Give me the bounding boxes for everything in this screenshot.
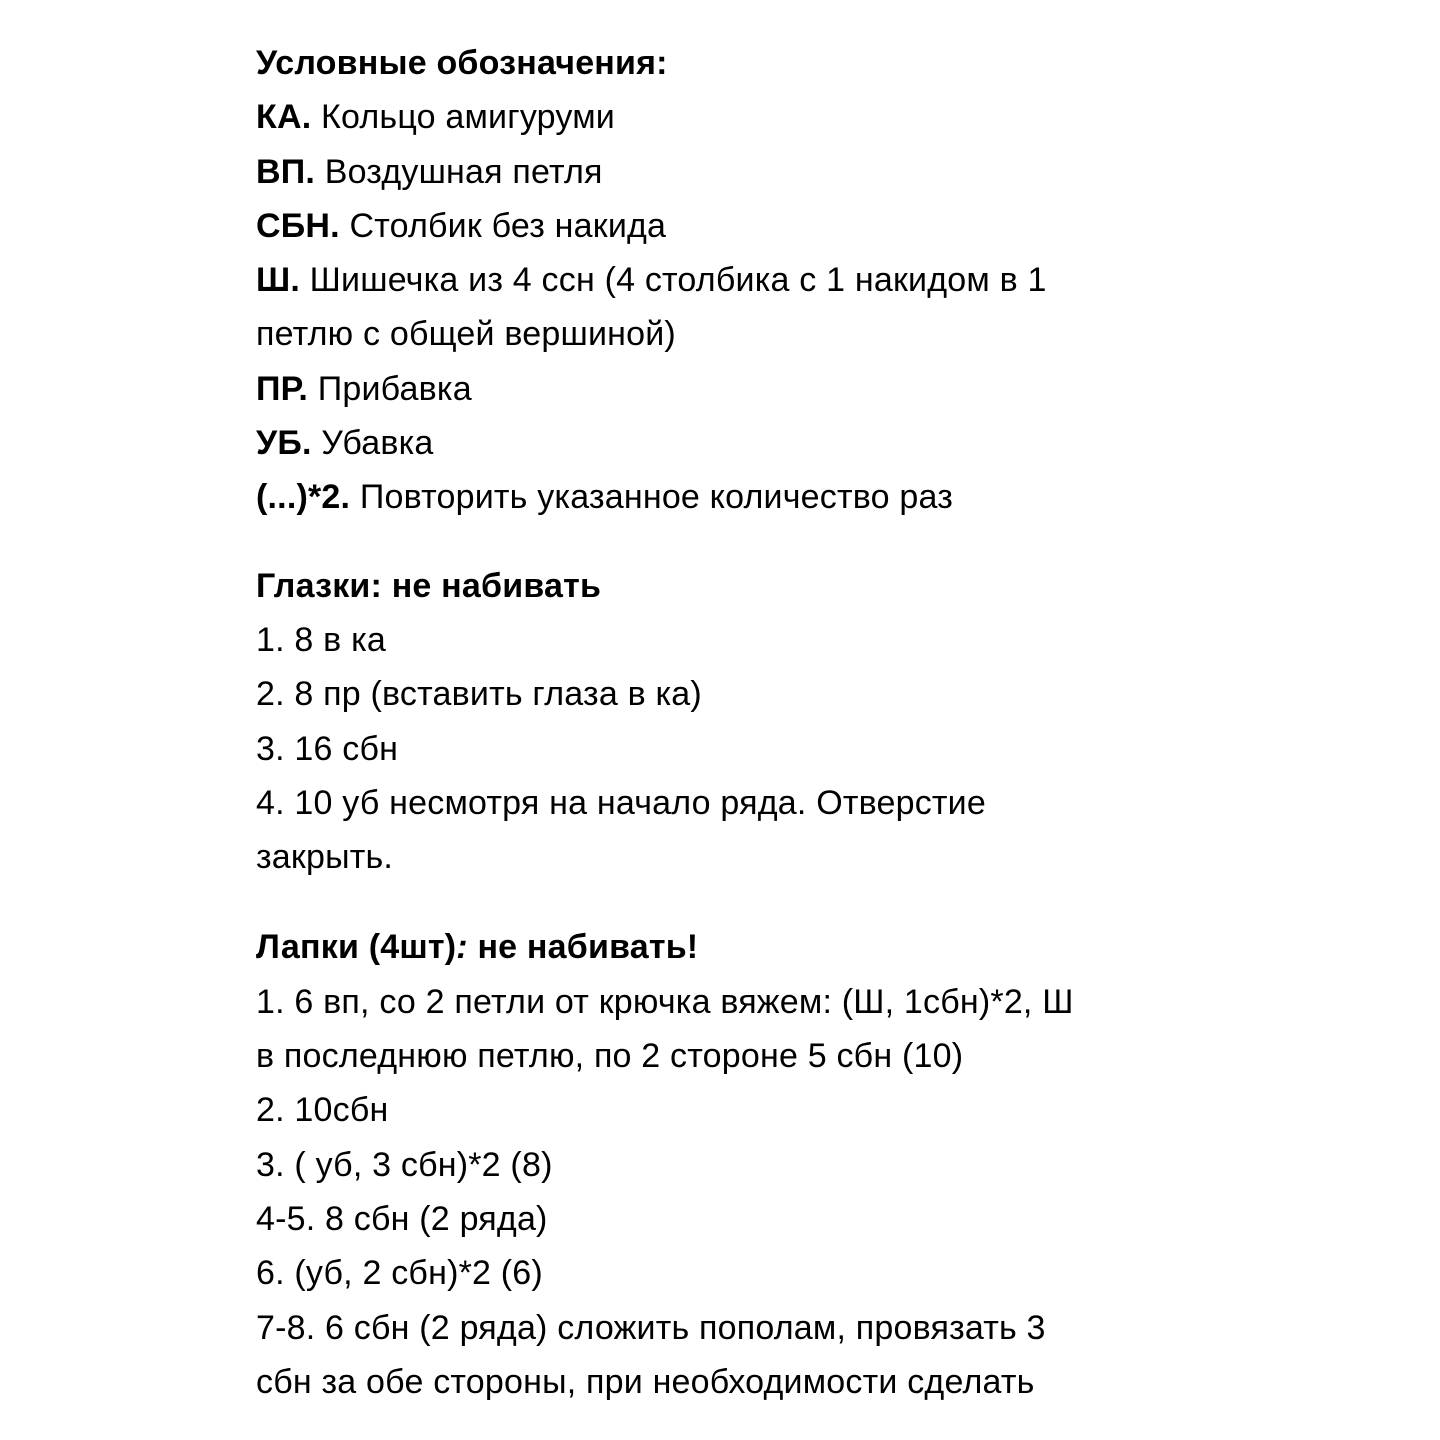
paws-row: сбн за обе стороны, при необходимости сделать (256, 1362, 1035, 1401)
legend-text: петлю с общей вершиной) (256, 315, 676, 354)
eyes-row: 2. 8 пр (вставить глаза в ка) (256, 675, 702, 714)
paws-row: 2. 10сбн (256, 1091, 389, 1130)
paws-title-name: Лапки (4шт) (256, 928, 457, 967)
paws-title-colon: : (456, 928, 468, 967)
eyes-title: Глазки: не набивать (256, 566, 602, 605)
eyes-row: 4. 10 уб несмотря на начало ряда. Отверстие (256, 783, 986, 822)
paws-row: 3. ( уб, 3 сбн)*2 (8) (256, 1145, 553, 1184)
legend-text: Столбик без накида (339, 206, 667, 245)
paws-row: 6. (уб, 2 сбн)*2 (6) (256, 1254, 543, 1293)
paws-row: 1. 6 вп, со 2 петли от крючка вяжем: (Ш, 1сбн)*2, Ш (256, 982, 1074, 1021)
legend-term: УБ. (256, 424, 312, 463)
legend-text: Убавка (311, 424, 434, 463)
paws-row: 7-8. 6 сбн (2 ряда) сложить пополам, провязать 3 (256, 1308, 1046, 1347)
legend-item-vp (256, 145, 1256, 199)
legend-item-sh-continued (256, 307, 1256, 361)
legend-text: Кольцо амигуруми (311, 98, 615, 137)
legend-text: Повторить указанное количество раз (350, 478, 953, 517)
legend-item-ub (256, 416, 1256, 470)
legend-item-pr (256, 362, 1256, 416)
eyes-row: 1. 8 в ка (256, 620, 386, 659)
paws-title-note: не набивать! (467, 928, 699, 967)
legend-text: Прибавка (308, 369, 472, 408)
section-spacer (256, 884, 1256, 920)
legend-title: Условные обозначения: (256, 44, 668, 82)
eyes-row: 3. 16 сбн (256, 729, 399, 768)
paws-row: в последнюю петлю, по 2 стороне 5 сбн (10) (256, 1037, 964, 1076)
legend-term: ВП. (256, 152, 316, 191)
legend-term: КА. (256, 98, 312, 137)
legend-term: СБН. (256, 206, 340, 245)
legend-text: Воздушная петля (315, 152, 603, 191)
legend-item-repeat (256, 470, 1256, 524)
legend-term: ПР. (256, 369, 309, 408)
legend-item-sh (256, 253, 1256, 307)
legend-term: (...)*2. (256, 478, 351, 517)
legend-text: Шишечка из 4 ссн (4 столбика с 1 накидом в 1 (300, 261, 1047, 300)
eyes-row: закрыть. (256, 838, 394, 877)
legend-item-sbn (256, 199, 1256, 253)
section-spacer (256, 525, 1256, 559)
legend-term: Ш. (256, 261, 301, 300)
paws-title (256, 920, 1256, 974)
paws-row: 4-5. 8 сбн (2 ряда) (256, 1199, 548, 1238)
legend-item-ka (256, 90, 1256, 144)
document-page (256, 36, 1256, 1409)
